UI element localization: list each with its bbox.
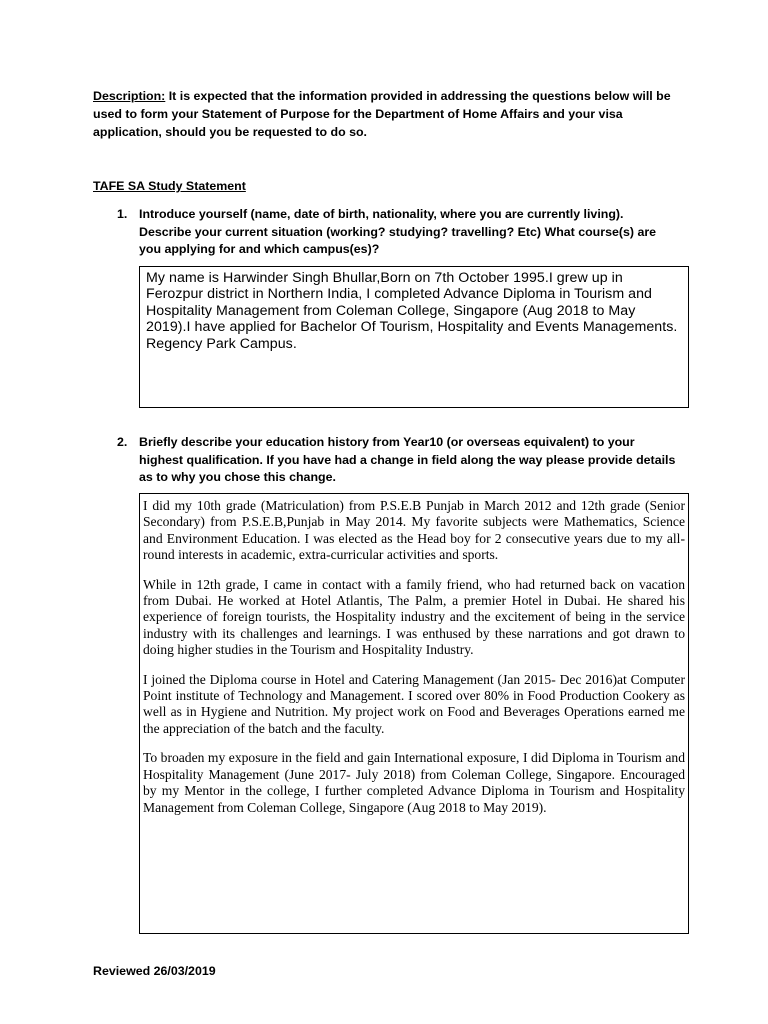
answer-2-body <box>143 498 685 816</box>
question-2-number: 2. <box>117 435 128 449</box>
description-text: It is expected that the information provided in addressing the questions below will be used to form your Statement of Purpose for the Department of Home Affairs and your visa application, should you be requested to do so. <box>93 89 671 139</box>
question-1-number: 1. <box>117 207 128 221</box>
answer-1-text: My name is Harwinder Singh Bhullar,Born on 7th October 1995.I grew up in Ferozpur district in Northern India, I completed Advance Diploma in Tourism and Hospitality Management from Coleman College, Singapore (Aug 2018 to May 2019).I have applied for Bachelor Of Tourism, Hospitality and Events Managements. Regency Park Campus. <box>146 270 678 352</box>
description-label: Description: <box>93 89 166 103</box>
description-paragraph <box>93 87 673 141</box>
question-1-text: Introduce yourself (name, date of birth, nationality, where you are currently living). Describe your current situation (working? studying? travelling? Etc) What course(s) are you applying for and which campus(es)? <box>139 207 657 256</box>
reviewed-footer: Reviewed 26/03/2019 <box>93 964 216 978</box>
answer-2-paragraph: I joined the Diploma course in Hotel and Catering Management (Jan 2015- Dec 2016)at Computer Point institute of Technology and Management. I scored over 80% in Food Production Cookery as well as in Hygiene and Nutrition. My project work on Food and Beverages Operations earned me the appreciation of the batch and the faculty. <box>143 671 685 736</box>
answer-2-paragraph: While in 12th grade, I came in contact with a family friend, who had returned back on vacation from Dubai. He worked at Hotel Atlantis, The Palm, a premier Hotel in Dubai. He shared his experience of foreign tourists, the Hospitality industry and the excitement of being in the service industry with its challenges and learnings. I was enthused by these narrations and got drawn to doing higher studies in the Tourism and Hospitality Industry. <box>143 576 685 658</box>
question-2-text: Briefly describe your education history from Year10 (or overseas equivalent) to your highest qualification. If you have had a change in field along the way please provide details as to why you chose this change. <box>139 435 676 484</box>
answer-2-box <box>139 493 689 934</box>
question-1 <box>117 206 677 259</box>
answer-2-paragraph: To broaden my exposure in the field and gain International exposure, I did Diploma in Tourism and Hospitality Management (June 2017- July 2018) from Coleman College, Singapore. Encouraged by my Mentor in the college, I further completed Advance Diploma in Tourism and Hospitality Management from Coleman College, Singapore (Aug 2018 to May 2019). <box>143 750 685 815</box>
section-title: TAFE SA Study Statement <box>93 179 246 193</box>
answer-1-box <box>139 266 689 408</box>
answer-2-paragraph: I did my 10th grade (Matriculation) from P.S.E.B Punjab in March 2012 and 12th grade (Senior Secondary) from P.S.E.B,Punjab in May 2014. My favorite subjects were Mathematics, Science and Environment Education. I was elected as the Head boy for 2 consecutive years due to my all-round interests in academic, extra-curricular activities and sports. <box>143 498 685 563</box>
question-2 <box>117 434 677 487</box>
